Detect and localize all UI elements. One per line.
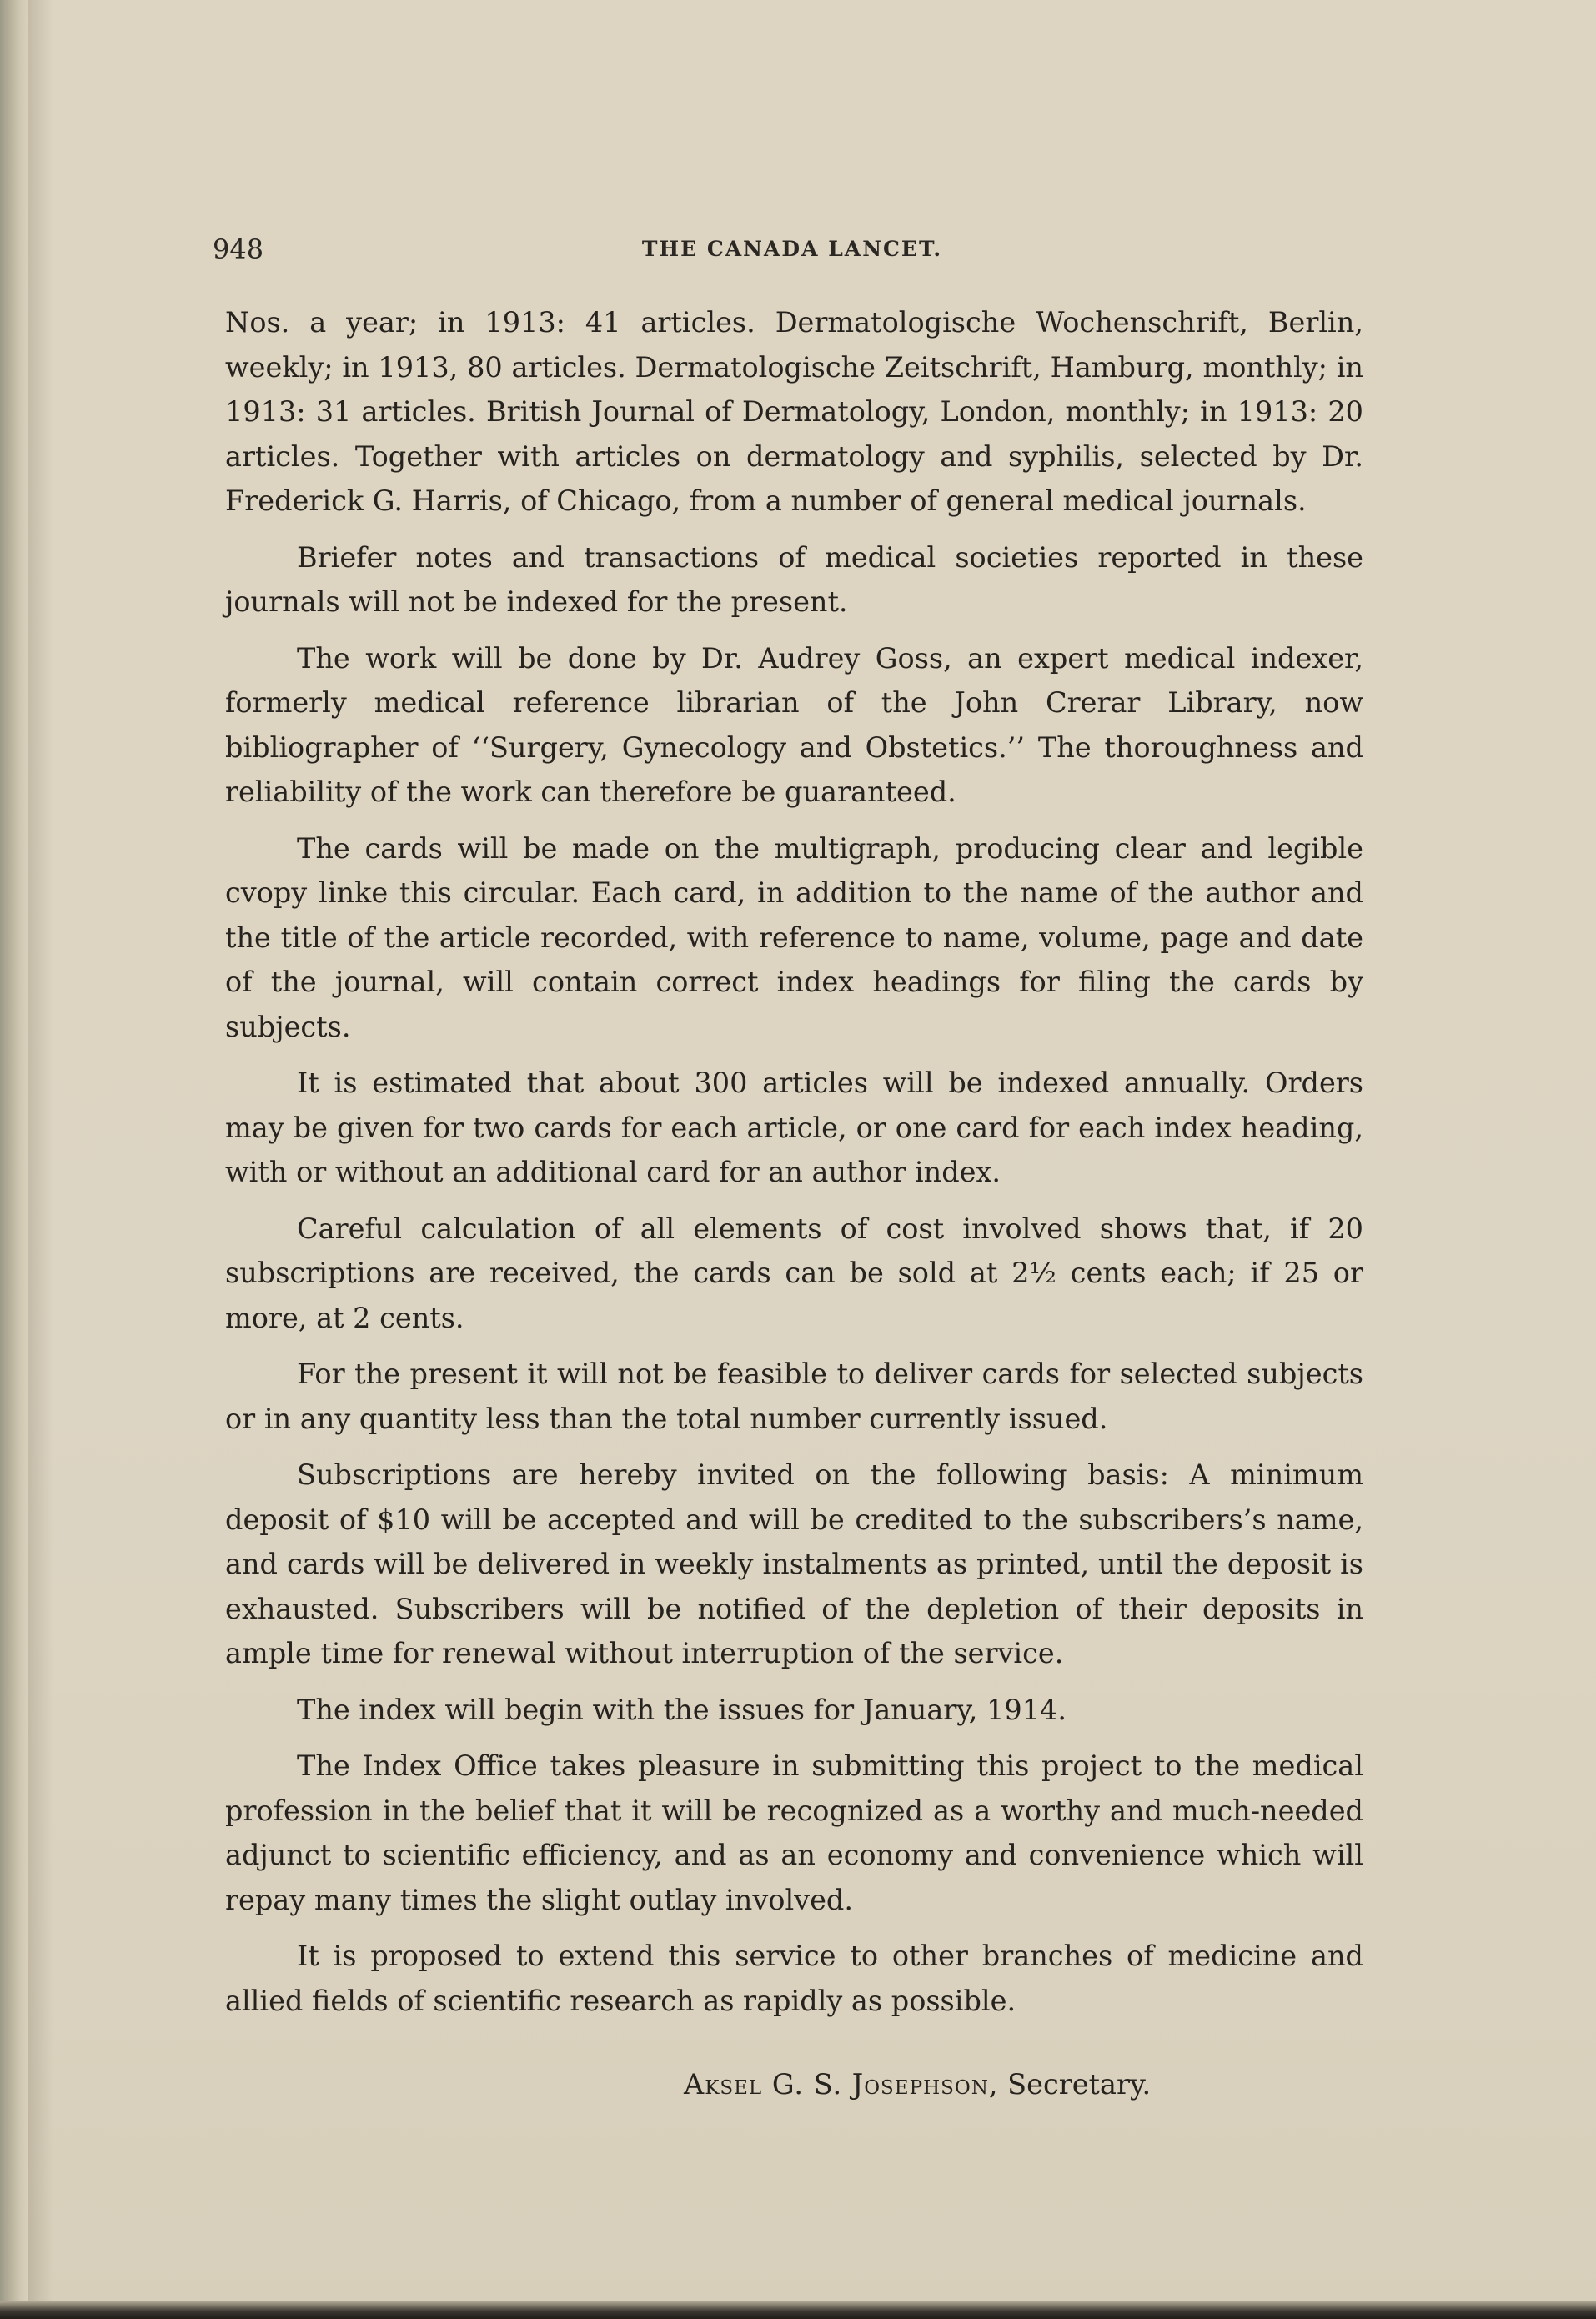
paragraph-11: It is proposed to extend this service to other branches of medicine and allied fields of scientific research as rapidly as possible. bbox=[225, 1940, 1363, 2017]
signature bbox=[684, 2068, 1351, 2101]
page-bottom-edge bbox=[0, 2301, 1596, 2319]
book-binding bbox=[0, 0, 28, 2319]
paragraph-2: Briefer notes and transactions of medical societies reported in these journals will not be indexed for the present. bbox=[225, 540, 1363, 618]
paragraph-7: For the present it will not be feasible to deliver cards for selected subjects or in any quantity less than the total number currently issued. bbox=[225, 1358, 1363, 1435]
paragraph-5: It is estimated that about 300 articles will be indexed annually. Orders may be given for two cards for each article, or one card for each index heading, with or without an additional card for an author index. bbox=[225, 1067, 1363, 1188]
paragraph-4: The cards will be made on the multigraph, producing clear and legible cvopy linke this circular. Each card, in addition to the name of the author and the title of the article recorded, with reference to name, volume, page and date of the journal, will contain correct index headings for filing the cards by subjects. bbox=[225, 831, 1363, 1043]
paragraph-9: The index will begin with the issues for January, 1914. bbox=[297, 1693, 1067, 1726]
signature-name: Aksel G. S. Josephson, bbox=[684, 2068, 999, 2101]
page-header bbox=[213, 233, 1372, 275]
article-body bbox=[225, 300, 1363, 2035]
paragraph-1: Nos. a year; in 1913: 41 articles. Dermatologische Wochenschrift, Berlin, weekly; in 1913, 80 articles. Dermatologische Zeitschrift, Hamburg, monthly; in 1913: 31 articles. British Journal of Dermatology, London, monthly; in 1913: 20 articles. Together with articles on dermatology and syphilis, selected by Dr. Frederick G. Harris, of Chicago, from a number of general medical journals. bbox=[225, 306, 1363, 517]
gutter-shadow bbox=[28, 0, 53, 2319]
paragraph-10: The Index Office takes pleasure in submitting this project to the medical profession in the belief that it will be recognized as a worthy and much-needed adjunct to scientific efficiency, and as an economy and convenience which will repay many times the slight outlay involved. bbox=[225, 1749, 1363, 1916]
paragraph-8: Subscriptions are hereby invited on the following basis: A minimum deposit of $10 will be accepted and will be credited to the subscribers’s name, and cards will be delivered in weekly instalments as printed, until the deposit is exhausted. Subscribers will be notified of the depletion of their deposits in ample time for renewal without interruption of the service. bbox=[225, 1458, 1363, 1669]
paragraph-3: The work will be done by Dr. Audrey Goss, an expert medical indexer, formerly medical reference librarian of the John Crerar Library, now bibliographer of ‘‘Surgery, Gynecology and Obstetics.’’ The thoroughness and reliability of the work can therefore be guaranteed. bbox=[225, 641, 1363, 808]
page-number: 948 bbox=[213, 233, 264, 265]
running-title: THE CANADA LANCET. bbox=[641, 237, 943, 261]
signature-title: Secretary. bbox=[1007, 2068, 1152, 2101]
paragraph-6: Careful calculation of all elements of cost involved shows that, if 20 subscriptions are received, the cards can be sold at 2½ cents each; if 25 or more, at 2 cents. bbox=[225, 1212, 1363, 1334]
